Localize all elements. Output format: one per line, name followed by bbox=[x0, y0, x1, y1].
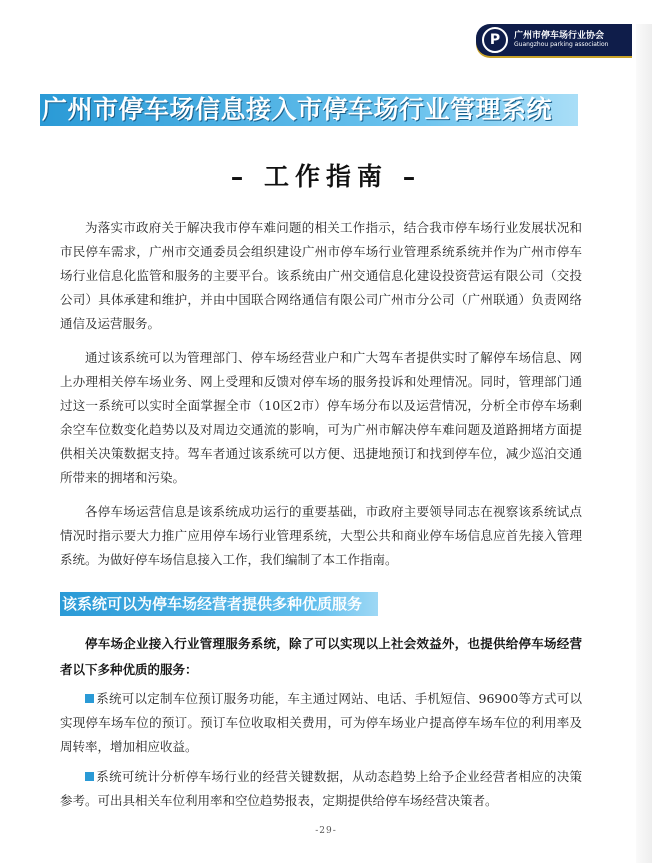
bullet-text: 系统可统计分析停车场行业的经营关键数据，从动态趋势上给予企业经营者相应的决策参考。可出具相关车位利用率和空位趋势报表，定期提供给停车场经营决策者。 bbox=[60, 769, 582, 808]
page-number: -29- bbox=[315, 826, 337, 836]
bullet-item bbox=[60, 687, 582, 759]
paragraph-2: 通过该系统可以为管理部门、停车场经营业户和广大驾车者提供实时了解停车场信息、网上办理相关停车场业务、网上受理和反馈对停车场的服务投诉和处理情况。同时，管理部门通过这一系统可以实时全面掌握全市（10区2市）停车场分布以及运营情况，分析全市停车场剩余空车位数变化趋势以及对周边交通流的影响，可为广州市解决停车难问题及道路拥堵方面提供相关决策数据支持。驾车者通过该系统可以方便、迅捷地预订和找到停车位，减少巡泊交通所带来的拥堵和污染。 bbox=[60, 350, 582, 485]
paragraph-3: 各停车场运营信息是该系统成功运行的重要基础，市政府主要领导同志在视察该系统试点情况时指示要大力推广应用停车场行业管理系统，大型公共和商业停车场信息应首先接入管理系统。为做好停车场信息接入工作，我们编制了本工作指南。 bbox=[60, 504, 582, 567]
association-name-en: Guangzhou parking association bbox=[514, 41, 609, 48]
bullet-text: 系统可以定制车位预订服务功能，车主通过网站、电话、手机短信、96900等方式可以实现停车场车位的预订。预订车位收取相关费用，可为停车场业户提高停车场车位的利用率及周转率，增加相应收益。 bbox=[60, 691, 582, 754]
blue-square-bullet-icon bbox=[85, 694, 94, 703]
page-edge-strip bbox=[636, 24, 652, 863]
parking-p-logo-icon: P bbox=[482, 27, 508, 53]
bullet-item bbox=[60, 765, 582, 813]
association-name-cn: 广州市停车场行业协会 bbox=[514, 31, 605, 41]
blue-square-bullet-icon bbox=[85, 772, 94, 781]
page-title: 广州市停车场信息接入市停车场行业管理系统 bbox=[42, 95, 553, 124]
section-heading: 该系统可以为停车场经营者提供多种优质服务 bbox=[62, 595, 363, 613]
paragraph-1: 为落实市政府关于解决我市停车难问题的相关工作指示，结合我市停车场行业发展状况和市民停车需求，广州市交通委员会组织建设广州市停车场行业管理系统系统并作为广州市停车场行业信息化监管和服务的主要平台。该系统由广州交通信息化建设投资营运有限公司（交投公司）具体承建和维护，并由中国联合网络通信有限公司广州市分公司（广州联通）负责网络通信及运营服务。 bbox=[60, 220, 582, 331]
section-intro: 停车场企业接入行业管理服务系统，除了可以实现以上社会效益外，也提供给停车场经营者以下多种优质的服务： bbox=[60, 636, 582, 677]
page-subtitle: – 工作指南 – bbox=[230, 162, 422, 191]
